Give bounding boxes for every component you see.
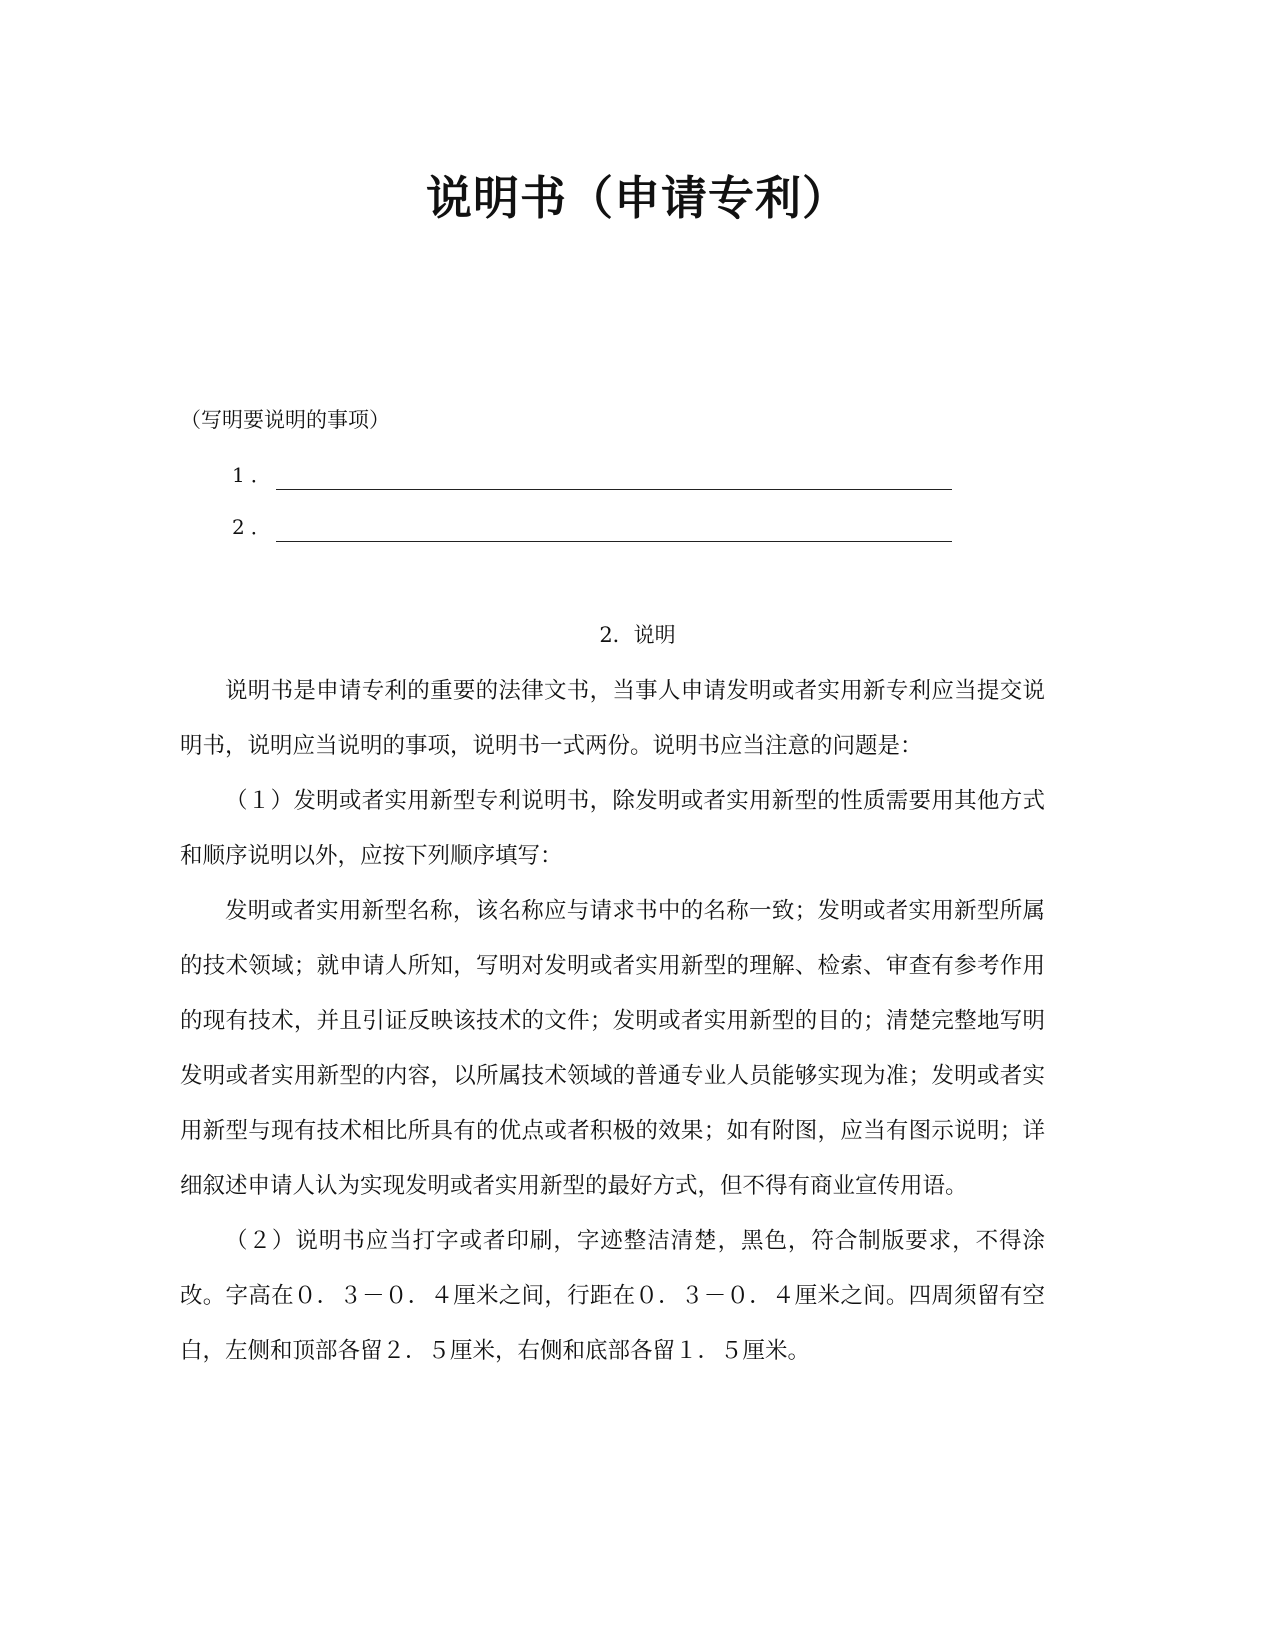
paragraph: 发明或者实用新型名称，该名称应与请求书中的名称一致；发明或者实用新型所属的技术领域；就申请人所知，写明对发明或者实用新型的理解、检索、审查有参考作用的现有技术，并且引证反映该技术的文件；发明或者实用新型的目的；清楚完整地写明发明或者实用新型的内容，以所属技术领域的普通专业人员能够实现为准；发明或者实用新型与现有技术相比所具有的优点或者积极的效果；如有附图，应当有图示说明；详细叙述申请人认为实现发明或者实用新型的最好方式，但不得有商业宣传用语。 — [180, 898, 1045, 1199]
intro-note: （写明要说明的事项） — [180, 408, 390, 432]
blank-item-1[interactable] — [232, 456, 952, 490]
fill-in-line[interactable] — [276, 489, 952, 490]
blank-item-number: 1． — [232, 463, 277, 487]
body-text — [180, 664, 1045, 1379]
blank-item-number: 2． — [232, 515, 277, 539]
paragraph: （１）发明或者实用新型专利说明书，除发明或者实用新型的性质需要用其他方式和顺序说明以外，应按下列顺序填写： — [180, 788, 1045, 869]
paragraph: 说明书是申请专利的重要的法律文书，当事人申请发明或者实用新专利应当提交说明书，说明应当说明的事项，说明书一式两份。说明书应当注意的问题是： — [180, 678, 1045, 759]
section-heading: 2．说明 — [599, 623, 676, 647]
blank-item-2[interactable] — [232, 508, 952, 542]
fill-in-line[interactable] — [276, 541, 952, 542]
paragraph: （２）说明书应当打字或者印刷，字迹整洁清楚，黑色，符合制版要求，不得涂改。字高在０．３－０．４厘米之间，行距在０．３－０．４厘米之间。四周须留有空白，左侧和顶部各留２．５厘米，右侧和底部各留１．５厘米。 — [180, 1228, 1045, 1364]
page-title: 说明书（申请专利） — [426, 170, 849, 225]
